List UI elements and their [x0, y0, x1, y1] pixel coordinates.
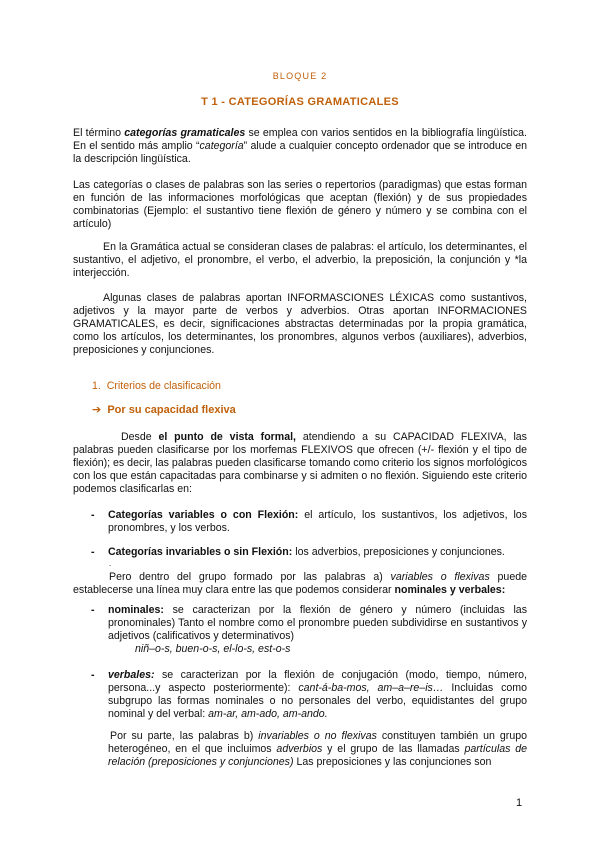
- block-label: BLOQUE 2: [272, 71, 328, 81]
- page-title: T 1 - CATEGORÍAS GRAMATICALES: [201, 96, 399, 108]
- bullet-dash: -: [91, 604, 95, 616]
- bullet-nominales: nominales: se caracterizan por la flexión de género y número (incluidas las pronominales) Tanto el nombre como el pronombre pueden subdividirse en sustantivos y adjetivos (calificativos y determinativos): [108, 604, 527, 642]
- paragraph-invariables: Por su parte, las palabras b) invariables o no flexivas constituyen también un grupo heterogéneo, en el que incluimos adverbios y el grupo de las llamadas partículas de relación (preposiciones y conjunciones) Las preposiciones y las conjunciones son: [108, 730, 528, 768]
- bullet-dash: -: [91, 546, 95, 558]
- paragraph-nominal-verbal: Pero dentro del grupo formado por las palabras a) variables o flexivas puede establecerse una línea muy clara entre las que podemos considerar nominales y verbales:: [73, 571, 527, 596]
- arrow-icon: ➔: [92, 404, 102, 416]
- paragraph-lexical-info: Algunas clases de palabras aportan INFORMASCIONES LÉXICAS como sustantivos, adjetivos y la mayor parte de verbos y adverbios. Otras aportan INFORMACIONES GRAMATICALES, es decir, significaciones abstractas determinadas por la propia gramática, como los artículos, los determinantes, los pronombres, algunos verbos (auxiliares), adverbios, preposiciones y conjunciones.: [73, 292, 527, 356]
- paragraph-formal-view: Desde el punto de vista formal, atendiendo a su CAPACIDAD FLEXIVA, las palabras pueden clasificarse por los morfemas FLEXIVOS que ofrecen (+/- flexión y el tipo de flexión); es decir, las palabras pueden clasificarse tomando como criterio los signos morfológicos con los que están capacitadas para combinarse y si admiten o no flexión. Siguiendo este criterio podemos clasificarlas en:: [73, 431, 527, 495]
- paragraph-intro: El término categorías gramaticales se emplea con varios sentidos en la bibliografía lingüística. En el sentido más amplio “categoría” alude a cualquier concepto ordenador que se introduce en la descripción lingüística.: [73, 127, 527, 165]
- paragraph-word-classes: En la Gramática actual se consideran clases de palabras: el artículo, los determinantes, el sustantivo, el adjetivo, el pronombre, el verbo, el adverbio, la preposición, la conjunción y *la interjección.: [73, 241, 527, 279]
- bullet-verbales: verbales: se caracterizan por la flexión de conjugación (modo, tiempo, número, persona...y aspecto posteriormente): cant-á-ba-mos, am–a–re–is… Incluidas como subgrupo las formas nominales o no personales del verbo, equidistantes del grupo nominal y del verbal: am-ar, am-ado, am-ando.: [108, 669, 527, 720]
- subsection-heading: ➔ Por su capacidad flexiva: [92, 404, 236, 416]
- nominal-examples: niñ–o-s, buen-o-s, el-lo-s, est-o-s: [135, 643, 291, 655]
- bullet-dash: -: [91, 509, 95, 521]
- bullet-invariable-categories: Categorías invariables o sin Flexión: los adverbios, preposiciones y conjunciones.: [108, 546, 505, 558]
- stray-dot: .: [109, 559, 112, 568]
- section-heading: 1. Criterios de clasificación: [92, 380, 221, 392]
- bullet-variable-categories: Categorías variables o con Flexión: el artículo, los sustantivos, los adjetivos, los pronombres, y los verbos.: [108, 509, 527, 534]
- bullet-dash: -: [91, 669, 95, 681]
- page-number: 1: [516, 797, 523, 809]
- paragraph-categories: Las categorías o clases de palabras son las series o repertorios (paradigmas) que estas forman en función de las informaciones morfológicas que aceptan (flexión) y de sus propiedades combinatorias (Ejemplo: el sustantivo tiene flexión de género y número y se combina con el artículo): [73, 179, 527, 230]
